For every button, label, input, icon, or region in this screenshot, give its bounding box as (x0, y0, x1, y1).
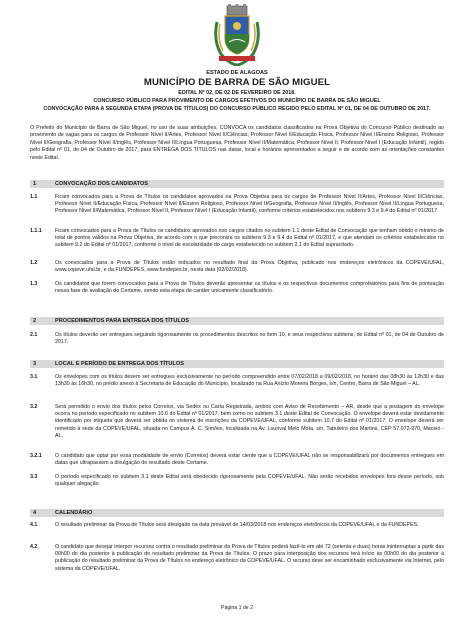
item-text: Ficam convocados para a Prova de Títulos os candidatos aprovados nos cargos citados no subitem 1.1 deste Edital de Convocação que tenham obtido o mínimo de total de pontos válidos na Prova Objetiva, de acordo com o que preconiza os subitens 9.3 e 9.4 do Edital nº 01/2017, e que atendam os critérios estabelecidos no subitem 9.2 do Edital nº 01/2017, conforme o nível de escolaridade do cargo estabelecido no subitem 2.1 do Edital supracitado. (55, 228, 444, 249)
item-4-1 (30, 522, 444, 529)
item-text: Será permitido o envio dos títulos pelos Correios, via Sedex ou Carta Registrada, ambos com Aviso de Recebimento – AR, desde que a postagem do envelope ocorra no período especificado no subitem 10.6 do Edital nº 01/2017, bem como no subitem 3.1 deste Edital de Convocação. O envelope deverá estar devidamente identificado por etiqueta que deverá ser obtida no sistema de inscrições da COPEVE/UFAL, conforme subitem 10.7 do Edital nº 01/2017. O envelope deverá ser remetido à sede da COPEVE/UFAL, situada no Campus A. C. Simões, localizada na Av. Lourival Melo Mota, s/n, Tabuleiro dos Martins, CEP 57.072-970, Maceió - AL. (55, 404, 444, 439)
item-number: 3.2 (30, 404, 38, 410)
section-heading-4 (30, 509, 444, 517)
item-number: 1.3 (30, 281, 38, 287)
item-3-3 (30, 474, 444, 488)
item-text: O resultado preliminar da Prova de Títulos será divulgado na data provável de 14/03/2018 nos endereços eletrônicos da COPEVE/UFAL e da FUNDEPES. (55, 522, 419, 528)
section-number: 3 (33, 361, 37, 367)
section-title: PROCEDIMENTOS PARA ENTREGA DOS TÍTULOS (55, 318, 189, 324)
item-number: 3.1 (30, 374, 38, 380)
item-text: Os títulos deverão ser entregues seguindo rigorosamente os procedimentos descritos no item 10, e seus respectivos subitens, do Edital nº 01, de 04 de Outubro de 2017. (55, 332, 444, 346)
item-text: O candidato que desejar interpor recursos contra o resultado preliminar da Prova de Títulos poderá fazê-lo em até 72 (setenta e duas) horas ininterruptas a partir das 00h00 do dia posterior à publicação do resultado preliminar da Prova de Títulos. O prazo para interposição dos recursos terá início às 00h00 do dia posterior à publicação do resultado preliminar da Prova de Títulos no endereço eletrônico da COPEVE/UFAL. O recurso deve ser encaminhado exclusivamente via Internet, pelo sistema da COPEVE/UFAL. (55, 544, 444, 572)
section-heading-2 (30, 317, 444, 325)
item-number: 2.1 (30, 332, 38, 338)
item-text: Os convocados para a Prova de Títulos estão indicados no resultado final da Prova Objetiva, publicado nos endereços eletrônicos da COPEVE/UFAL, www.copeve.ufal.br, e da FUNDEPES, www.fundepes.br, nesta data (02/02/2018). (55, 260, 444, 274)
section-heading-3 (30, 360, 444, 368)
section-number: 2 (33, 318, 37, 324)
municipal-coat-of-arms-icon (211, 4, 263, 66)
item-text: Ficam convocados para a Prova de Títulos os candidatos aprovados na Prova Objetiva para os cargos de Professor Nível II/Artes, Professor Nível II/Ciências, Professor Nível II/Educação Física, Professor Nível II/Ensino Religioso, Professor Nível II/Geografia, Professor Nível II/Inglês, Professor Nível II/Língua Portuguesa, Professor Nível II/Matemática, Professor Nível II, Professor Nível I (Educação Infantil), conforme critérios estabelecidos nos subitens 9.3 e 9.4 do Edital nº 01/2017. (55, 194, 444, 215)
item-3-2 (30, 404, 444, 440)
item-number: 1.1 (30, 194, 38, 200)
item-number: 3.3 (30, 474, 38, 480)
section-number: 1 (33, 181, 37, 187)
item-1-1 (30, 194, 444, 216)
item-3-1 (30, 374, 444, 388)
edital-number: EDITAL Nº 02, DE 02 DE FEVEREIRO DE 2018. (178, 90, 296, 96)
section-title: CONVOCAÇÃO DOS CANDIDATOS (55, 181, 149, 187)
item-number: 4.2 (30, 544, 38, 550)
section-number: 4 (33, 510, 37, 516)
item-number: 3.2.1 (30, 453, 42, 459)
item-text: Os envelopes com os títulos devem ser entregues exclusivamente no período compreendido entre 07/02/2018 a 09/02/2018, no horário das 08h30 às 12h30 e das 13h30 às 16h30, no prédio anexo à Secretaria de Educação do Município, localizado na Rua Anízio Moreira Borges, s/n, Centro, Barra de São Miguel – AL. (55, 374, 444, 388)
item-number: 1.2 (30, 260, 38, 266)
item-text: Os candidatos que forem convocados para a Prova de Títulos deverão apresentar os títulos e os respectivos documentos comprobatórios para fins de pontuação nessa fase de avaliação do Certame, sendo esta etapa de caráter unicamente classificatório. (55, 281, 444, 295)
item-number: 1.1.1 (30, 228, 42, 234)
item-1-1-1 (30, 228, 444, 250)
item-2-1 (30, 332, 444, 346)
item-number: 4.1 (30, 522, 38, 528)
municipality-title: MUNICÍPIO DE BARRA DE SÃO MIGUEL (143, 77, 331, 88)
item-1-3 (30, 281, 444, 295)
intro-paragraph: O Prefeito do Município de Barra de São Miguel, no uso de suas atribuições, CONVOCA os candidatos classificados na Prova Objetiva do Concurso Público destinado ao provimento de vagas para os cargos de Professor Nível II/Artes, Professor Nível II/Ciências, Professor Nível II/Educação Física, Professor Nível II/Ensino Religioso, Professor Nível II/Geografia, Professor Nível II/Inglês, Professor Nível II/Língua Portuguesa, Professor Nível II/Matemática, Professor Nível II, Professor Nível I (Educação Infantil), regido pelo Edital nº 01, de 04 de Outubro de 2017, para ENTREGA DOS TÍTULOS nas datas, local e horários apresentados a seguir e de acordo com as orientações constantes neste Edital. (30, 125, 444, 161)
convocation-title: CONVOCAÇÃO PARA A SEGUNDA ETAPA (PROVA DE TÍTULOS) DO CONCURSO PÚBLICO REGIDO PELO EDITAL Nº 01, DE 04 DE OUTUBRO DE 2017. (43, 106, 431, 112)
concurso-title: CONCURSO PÚBLICO PARA PROVIMENTO DE CARGOS EFETIVOS DO MUNICÍPIO DE BARRA DE SÃO MIGUEL (93, 98, 381, 104)
item-1-2 (30, 260, 444, 274)
item-4-2 (30, 544, 444, 573)
page-number: Página 1 de 2 (220, 605, 254, 611)
section-title: CALENDÁRIO (55, 510, 93, 516)
item-text: O candidato que optar por essa modalidade de envio (Correios) deverá estar ciente que a COPEVE/UFAL não se responsabilizará por documentos entregues em datas que ultrapassem a divulgação do resultado deste Certame. (55, 453, 444, 467)
item-text: O período especificado no subitem 3.1 deste Edital será obedecido rigorosamente pela COPEVE/UFAL. Não serão recebidos envelopes fora desse período, sob qualquer alegação. (55, 474, 444, 488)
item-3-2-1 (30, 453, 444, 467)
state-name: ESTADO DE ALAGOAS (206, 70, 268, 76)
section-heading-1 (30, 180, 444, 188)
section-title: LOCAL E PERÍODO DE ENTREGA DOS TÍTULOS (55, 361, 184, 367)
